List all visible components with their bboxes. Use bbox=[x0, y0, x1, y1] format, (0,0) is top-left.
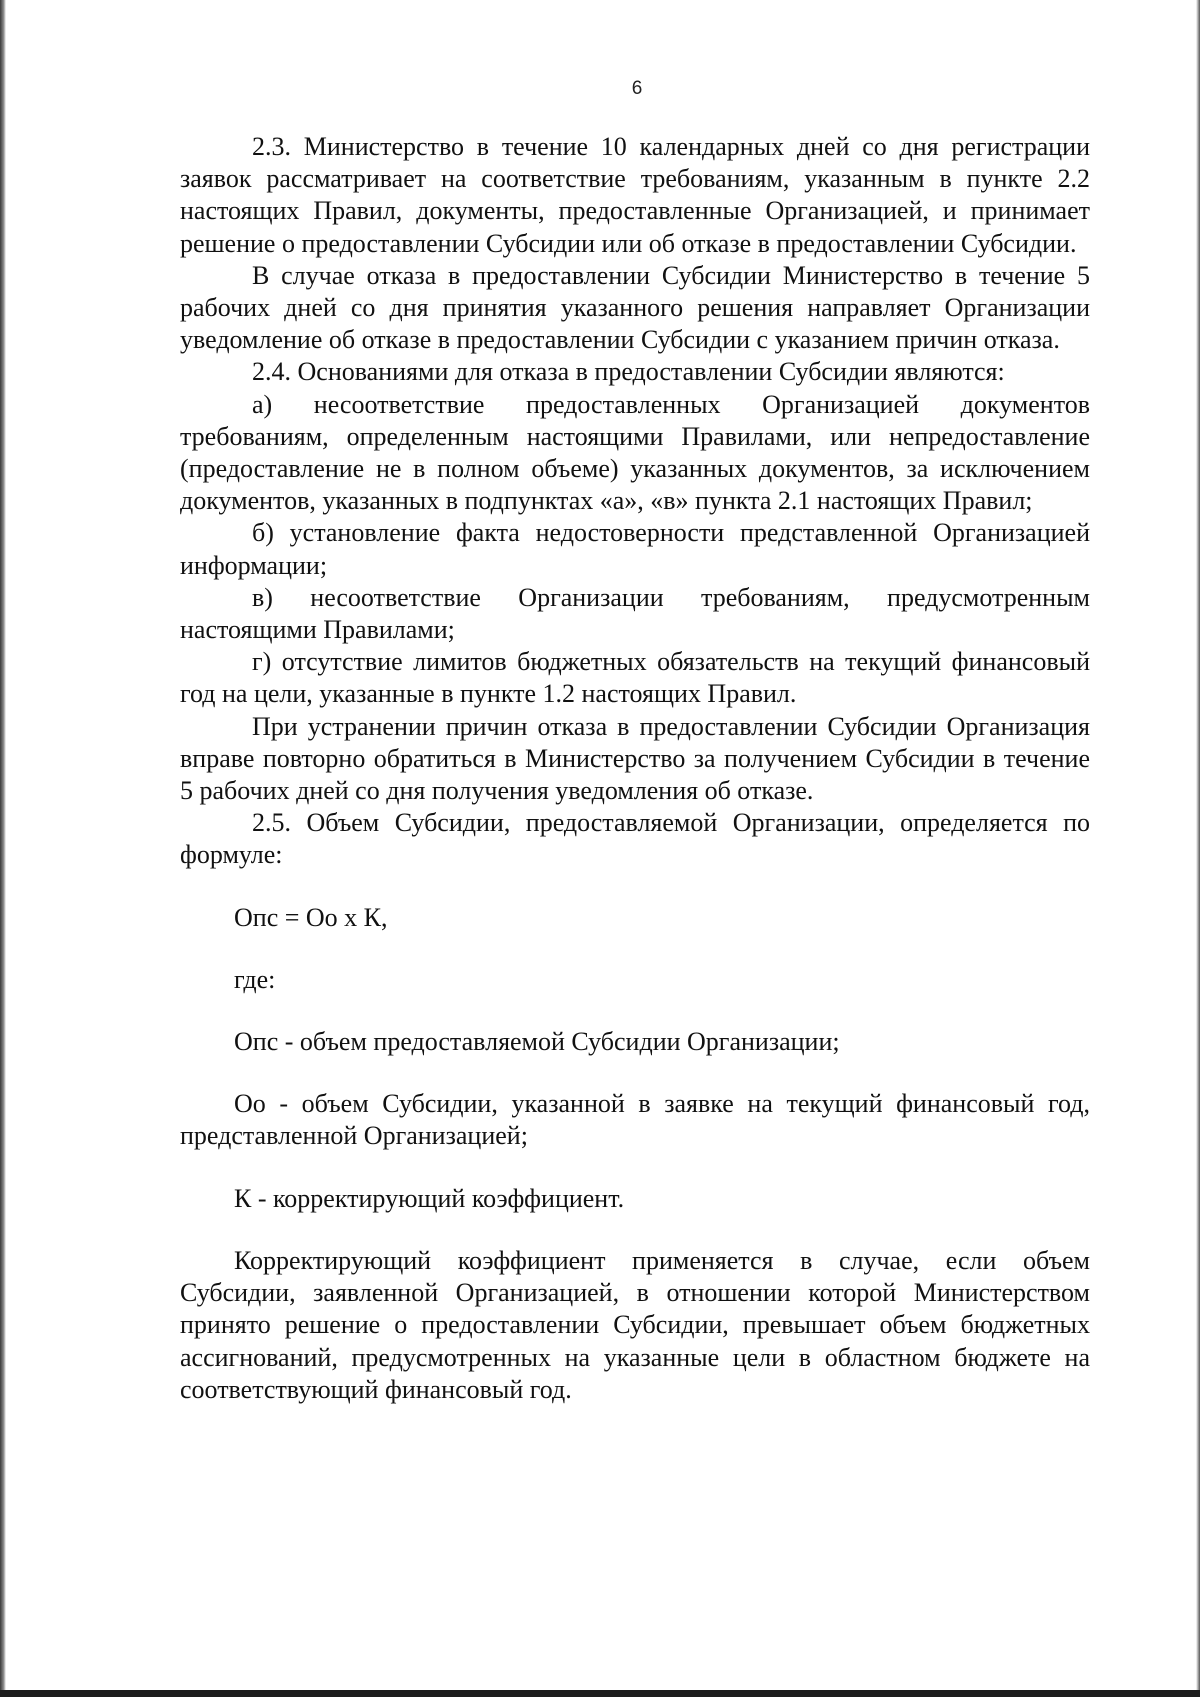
definition-ops: Опс - объем предоставляемой Субсидии Организации; bbox=[234, 1027, 840, 1057]
paragraph-2-5: 2.5. Объем Субсидии, предоставляемой Организации, определяется по формуле: bbox=[180, 808, 1090, 870]
list-item-a: а) несоответствие предоставленных Организацией документов требованиям, определенным настоящими Правилами, или непредоставление (предоставление не в полном объеме) указанных документов, за исключением документов, указанных в подпунктах «а», «в» пункта 2.1 настоящих Правил; bbox=[180, 389, 1090, 516]
formula-where: где: bbox=[234, 964, 276, 994]
scan-bottom-edge bbox=[0, 1690, 1200, 1697]
list-item-b: б) установление факта недостоверности представленной Организацией информации; bbox=[180, 518, 1090, 580]
scan-left-edge bbox=[0, 0, 6, 1697]
page-number: 6 bbox=[631, 78, 643, 99]
paragraph-reapply: При устранении причин отказа в предоставлении Субсидии Организация вправе повторно обратиться в Министерство за получением Субсидии в течение 5 рабочих дней со дня получения уведомления об отказе. bbox=[180, 711, 1090, 806]
paragraph-2-4: 2.4. Основаниями для отказа в предоставлении Субсидии являются: bbox=[252, 357, 1005, 387]
definition-k: К - корректирующий коэффициент. bbox=[234, 1183, 625, 1213]
definition-oo: Оо - объем Субсидии, указанной в заявке на текущий финансовый год, представленной Организацией; bbox=[180, 1089, 1090, 1151]
document-body bbox=[180, 131, 1090, 1406]
list-item-g: г) отсутствие лимитов бюджетных обязательств на текущий финансовый год на цели, указанные в пункте 1.2 настоящих Правил. bbox=[180, 647, 1090, 709]
paragraph-refusal-notice: В случае отказа в предоставлении Субсидии Министерство в течение 5 рабочих дней со дня принятия указанного решения направляет Организации уведомление об отказе в предоставлении Субсидии с указанием причин отказа. bbox=[180, 260, 1090, 355]
paragraph-coefficient: Корректирующий коэффициент применяется в случае, если объем Субсидии, заявленной Организацией, в отношении которой Министерством принято решение о предоставлении Субсидии, превышает объем бюджетных ассигнований, предусмотренных на указанные цели в областном бюджете на соответствующий финансовый год. bbox=[180, 1245, 1090, 1404]
scan-right-edge bbox=[1196, 0, 1200, 1697]
list-item-v: в) несоответствие Организации требованиям, предусмотренным настоящими Правилами; bbox=[180, 582, 1090, 645]
formula: Опс = Оо х К, bbox=[234, 902, 388, 932]
paragraph-2-3: 2.3. Министерство в течение 10 календарных дней со дня регистрации заявок рассматривает на соответствие требованиям, указанным в пункте 2.2 настоящих Правил, документы, предоставленные Организацией, и принимает решение о предоставлении Субсидии или об отказе в предоставлении Субсидии. bbox=[180, 132, 1090, 258]
